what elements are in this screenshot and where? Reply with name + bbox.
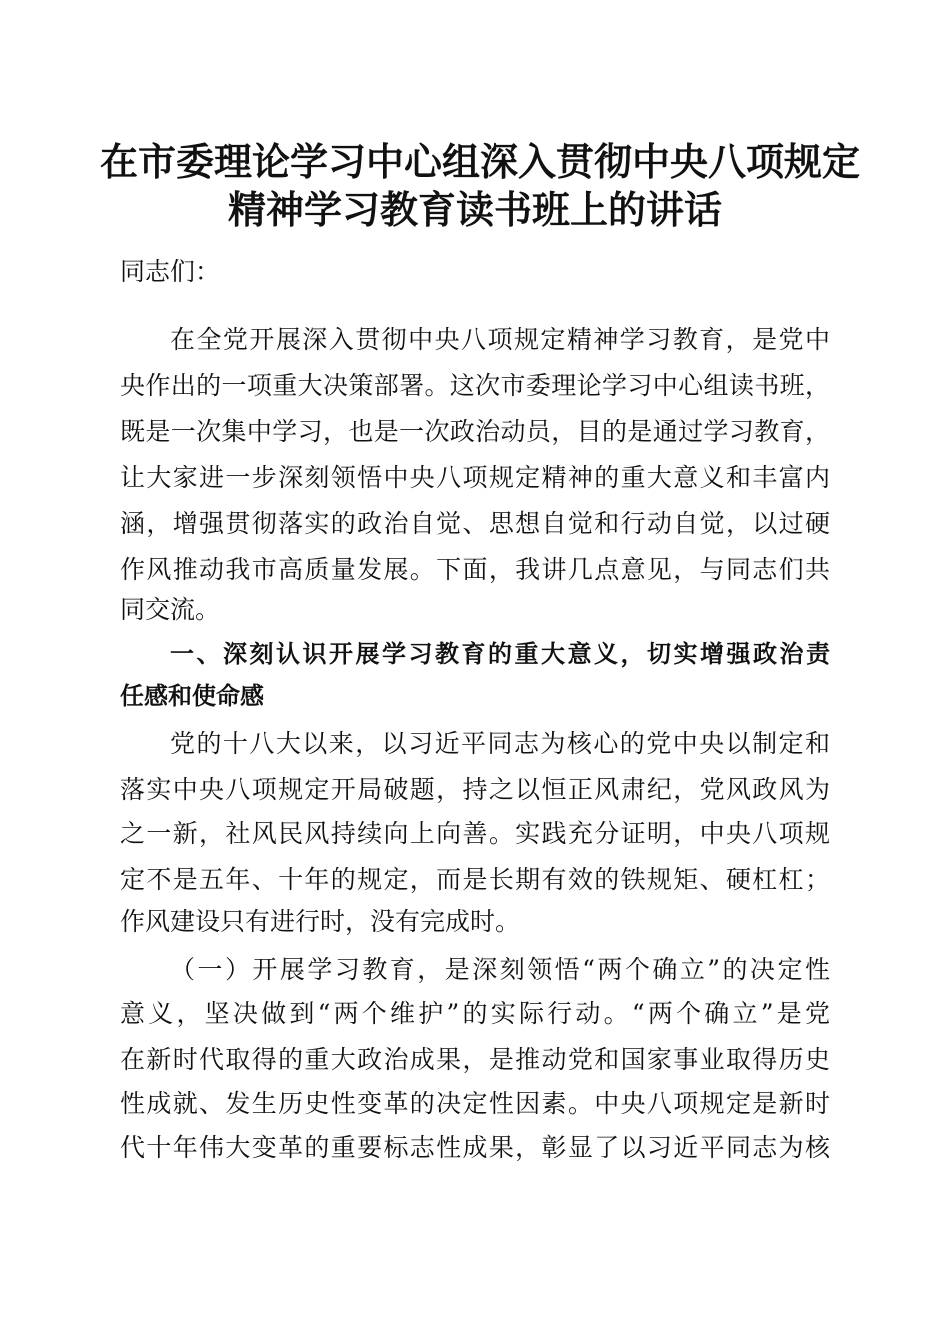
document-title-line-2: 精神学习教育读书班上的讲话 [227,187,722,232]
body-line: 意义，坚决做到“两个维护”的实际行动。“两个确立”是党 [120,999,830,1028]
body-line: 作风推动我市高质量发展。下面，我讲几点意见，与同志们共 [120,555,830,584]
body-line: 既是一次集中学习，也是一次政治动员，目的是通过学习教育， [120,417,830,446]
salutation: 同志们： [120,257,221,286]
body-line: 央作出的一项重大决策部署。这次市委理论学习中心组读书班， [120,371,830,400]
document-title-line-1: 在市委理论学习中心组深入贯彻中央八项规定 [100,139,861,184]
section-heading-line: 一、深刻认识开展学习教育的重大意义，切实增强政治责 [170,640,830,668]
body-line: 定不是五年、十年的规定，而是长期有效的铁规矩、硬杠杠； [120,865,830,894]
body-line: 在新时代取得的重大政治成果，是推动党和国家事业取得历史 [120,1045,830,1074]
body-line: 在全党开展深入贯彻中央八项规定精神学习教育，是党中 [170,325,830,354]
body-line: 党的十八大以来，以习近平同志为核心的党中央以制定和 [170,729,830,758]
body-line: 落实中央八项规定开局破题，持之以恒正风肃纪，党风政风为 [120,775,830,804]
body-line: 之一新，社风民风持续向上向善。实践充分证明，中央八项规 [120,819,830,848]
body-line: 涵，增强贯彻落实的政治自觉、思想自觉和行动自觉，以过硬 [120,509,830,538]
body-line: 作风建设只有进行时，没有完成时。 [120,907,521,936]
section-heading-line: 任感和使命感 [120,682,264,710]
body-line: 同交流。 [120,595,221,624]
body-line: 代十年伟大变革的重要标志性成果，彰显了以习近平同志为核 [120,1133,830,1162]
body-line: （一）开展学习教育，是深刻领悟“两个确立”的决定性 [170,955,830,984]
body-line: 让大家进一步深刻领悟中央八项规定精神的重大意义和丰富内 [120,463,830,492]
body-line: 性成就、发生历史性变革的决定性因素。中央八项规定是新时 [120,1089,830,1118]
